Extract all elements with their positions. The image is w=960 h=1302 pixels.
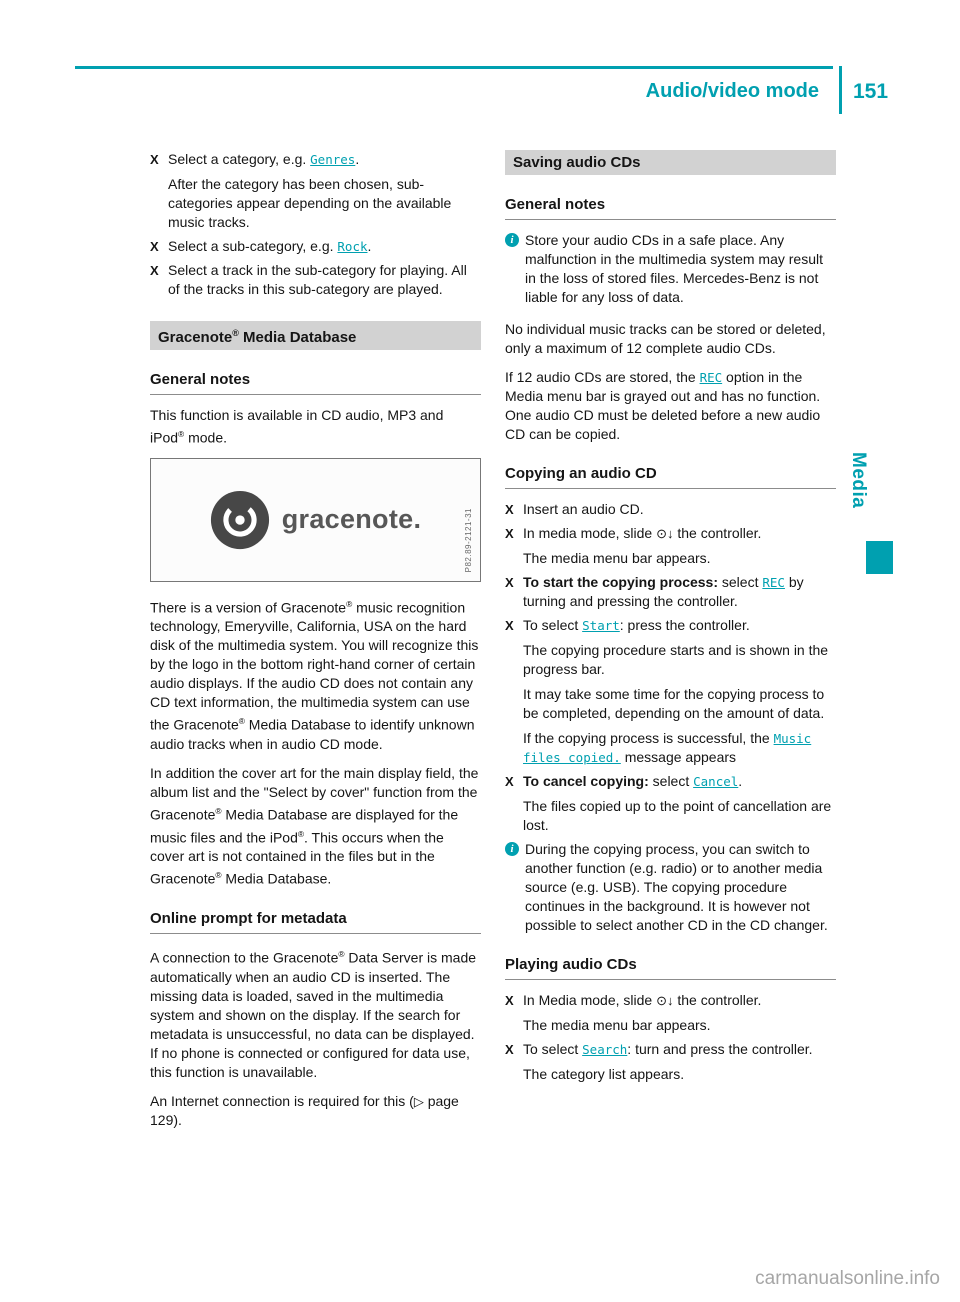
page-header-title: Audio/video mode — [645, 80, 819, 102]
instruction-text — [523, 1040, 836, 1059]
instruction-arrow-icon: X — [505, 502, 514, 517]
instruction-item — [505, 524, 836, 568]
text-segment: Media Database are displayed for the music files and the iPod — [150, 806, 459, 846]
right-column — [505, 150, 836, 1089]
text-segment: General notes — [505, 196, 606, 213]
instruction-text — [523, 500, 836, 519]
item-body — [523, 524, 836, 568]
paragraph — [150, 945, 481, 1082]
text-segment: ® — [338, 948, 345, 959]
text-segment: No individual music tracks can be stored or deleted, only a maximum of 12 complete audio CDs. — [505, 321, 826, 356]
text-segment: In media mode, slide — [523, 525, 657, 541]
item-body — [168, 237, 481, 256]
text-segment: Online prompt for metadata — [150, 909, 347, 927]
gracenote-logo-icon — [210, 490, 270, 550]
inline-symbol-icon: ⊙↓ — [656, 993, 674, 1008]
text-segment: A connection to the Gracenote — [150, 949, 339, 966]
text-segment: After the category has been chosen, sub-categories appear depending on the available music tracks. — [168, 176, 452, 230]
text-segment: The files copied up to the point of cancellation are lost. — [523, 798, 832, 833]
ui-term: Search — [582, 1042, 628, 1057]
section-heading — [505, 150, 836, 175]
text-segment: ® — [346, 598, 353, 609]
instruction-detail — [523, 685, 836, 723]
text-segment: ® — [178, 429, 185, 439]
text-segment: ® — [232, 328, 239, 338]
instruction-item — [150, 261, 481, 299]
item-body — [523, 500, 836, 519]
item-body — [523, 991, 836, 1035]
text-segment: An Internet connection is required for this ( — [150, 1092, 414, 1109]
instruction-arrow-icon: X — [150, 263, 159, 278]
instruction-item — [505, 500, 836, 519]
instruction-text — [168, 261, 481, 299]
instruction-arrow-icon: X — [505, 993, 514, 1008]
info-icon: i — [505, 842, 519, 856]
item-body — [525, 840, 836, 935]
instruction-item — [150, 150, 481, 232]
item-body — [523, 573, 836, 611]
instruction-detail — [523, 797, 836, 835]
ui-term: Cancel — [693, 774, 739, 789]
subsection-heading — [150, 370, 481, 395]
text-segment: Media Database to identify unknown audio tracks when in audio CD mode. — [150, 716, 475, 752]
text-segment: . — [355, 151, 360, 167]
text-segment: Copying an audio CD — [505, 465, 657, 482]
instruction-arrow-icon: X — [505, 526, 514, 541]
gracenote-logo-text: gracenote. — [281, 504, 422, 535]
instruction-arrow-icon: X — [505, 774, 514, 789]
instruction-text — [523, 524, 836, 543]
text-segment: If the copying process is successful, the — [523, 730, 774, 746]
text-segment: mode. — [184, 429, 228, 446]
text-segment: General notes — [150, 371, 251, 388]
text-segment: In addition the cover art for the main display field, the album list and the "Select by cover" function from the Gracenote — [150, 764, 479, 823]
text-segment: page 129). — [150, 1092, 459, 1128]
item-body — [168, 261, 481, 299]
info-note — [505, 840, 836, 935]
instruction-item — [505, 1040, 836, 1084]
info-icon: i — [505, 233, 519, 247]
instruction-arrow-icon: X — [150, 152, 159, 167]
paragraph — [505, 368, 836, 444]
ui-term: REC — [699, 370, 723, 385]
instruction-detail — [523, 729, 836, 767]
ui-term: Rock — [337, 239, 368, 254]
instruction-detail — [523, 1016, 836, 1035]
text-segment: To cancel copying: — [523, 773, 649, 789]
text-segment: The media menu bar appears. — [523, 1017, 711, 1033]
text-segment: To select — [523, 1041, 583, 1057]
section-heading — [150, 321, 481, 350]
ui-term: Music files copied. — [523, 731, 812, 765]
subsection-heading — [505, 195, 836, 220]
side-tab-label: Media — [848, 452, 869, 509]
instruction-detail — [168, 175, 481, 232]
instruction-item — [505, 991, 836, 1035]
ui-term: REC — [762, 575, 785, 590]
text-segment: The media menu bar appears. — [523, 550, 711, 566]
info-text — [525, 840, 836, 935]
left-column — [150, 150, 481, 1140]
text-segment: Data Server is made automatically when an audio CD is inserted. The missing data is loaded, saved in the multimedia system and shown on the display. If the search for metadata is unsuccessful, no data can be displayed. If no phone is connected or configured for data use, this function is unavailable. — [150, 949, 477, 1080]
header-divider — [839, 66, 842, 114]
instruction-item — [505, 772, 836, 835]
paragraph — [150, 764, 481, 889]
text-segment: ® — [297, 828, 305, 839]
item-body — [523, 1040, 836, 1084]
text-segment: Playing audio CDs — [505, 956, 637, 973]
text-segment: It may take some time for the copying process to be completed, depending on the amount of data. — [523, 686, 825, 721]
text-segment: message appears — [620, 749, 737, 765]
figure-caption: P82.89-2121-31 — [464, 508, 473, 573]
text-segment: ® — [238, 716, 245, 727]
text-segment: This function is available in CD audio, MP3 and iPod — [150, 407, 444, 446]
ui-term: Genres — [310, 152, 356, 167]
text-segment: Select a sub-category, e.g. — [168, 238, 338, 254]
text-segment: To start the copying process: — [523, 574, 718, 590]
text-segment: : turn and press the controller. — [627, 1041, 813, 1057]
text-segment: During the copying process, you can switch to another function (e.g. radio) or to another media source (e.g. USB). The copying procedure continues in the background. It is however not possible to select another CD in the CD changer. — [525, 841, 828, 933]
inline-symbol-icon: ▷ — [413, 1093, 424, 1109]
text-segment: To select — [523, 617, 583, 633]
text-segment: . This occurs when the cover art is not contained in the files but in the Gracenote — [150, 829, 444, 887]
text-segment: the controller. — [673, 992, 762, 1008]
text-segment: Media Database — [238, 329, 357, 346]
text-segment: Gracenote — [158, 329, 233, 346]
instruction-item — [505, 616, 836, 767]
instruction-detail — [523, 549, 836, 568]
inline-symbol-icon: ⊙↓ — [656, 526, 674, 541]
paragraph — [505, 320, 836, 358]
instruction-arrow-icon: X — [505, 618, 514, 633]
text-segment: option in the Media menu bar is grayed out and has no function. One audio CD must be deleted before a new audio CD can be copied. — [505, 369, 821, 442]
text-segment: Saving audio CDs — [513, 154, 641, 171]
instruction-arrow-icon: X — [150, 239, 159, 254]
text-segment: Media Database. — [221, 870, 332, 887]
text-segment: the controller. — [673, 525, 762, 541]
item-body — [525, 231, 836, 307]
subsection-heading — [505, 955, 836, 980]
item-body — [523, 772, 836, 835]
gracenote-figure — [150, 458, 481, 582]
item-body — [523, 616, 836, 767]
page-number: 151 — [853, 80, 889, 103]
instruction-item — [505, 573, 836, 611]
text-segment: In Media mode, slide — [523, 992, 657, 1008]
text-segment: by turning and pressing the controller. — [523, 574, 804, 609]
instruction-text — [523, 573, 836, 611]
side-tab-marker — [866, 541, 893, 574]
text-segment: ® — [215, 870, 222, 881]
paragraph — [150, 406, 481, 448]
info-note — [505, 231, 836, 307]
instruction-text — [168, 150, 481, 169]
text-segment: . — [367, 238, 372, 254]
instruction-item — [150, 237, 481, 256]
paragraph — [150, 1092, 481, 1130]
instruction-text — [523, 616, 836, 635]
instruction-arrow-icon: X — [505, 575, 514, 590]
text-segment: select — [718, 574, 763, 590]
text-segment: . — [738, 773, 743, 789]
ui-term: Start — [582, 618, 620, 633]
text-segment: The category list appears. — [523, 1066, 685, 1082]
text-segment: The copying procedure starts and is shown in the progress bar. — [523, 642, 829, 677]
text-segment: select — [648, 773, 694, 789]
subsection-heading — [505, 464, 836, 489]
instruction-text — [523, 772, 836, 791]
text-segment: Select a category, e.g. — [168, 151, 311, 167]
subsection-heading — [150, 909, 481, 934]
text-segment: ® — [215, 805, 222, 816]
text-segment: : press the controller. — [619, 617, 750, 633]
text-segment: There is a version of Gracenote — [150, 599, 347, 616]
paragraph — [150, 595, 481, 754]
text-segment: Insert an audio CD. — [523, 501, 644, 517]
text-segment: music recognition technology, Emeryville, California, USA on the hard disk of the multimedia system. You will recognize this by the logo in the bottom right-hand corner of certain audio displays. If the audio CD does not contain any CD text information, the multimedia system can use the Gracenote — [150, 599, 479, 733]
watermark: carmanualsonline.info — [755, 1268, 940, 1289]
instruction-detail — [523, 1065, 836, 1084]
instruction-detail — [523, 641, 836, 679]
text-segment: If 12 audio CDs are stored, the — [505, 369, 700, 385]
instruction-text — [168, 237, 481, 256]
info-text — [525, 231, 836, 307]
item-body — [168, 150, 481, 232]
header-rule — [75, 66, 833, 69]
text-segment: Select a track in the sub-category for playing. All of the tracks in this sub-category are played. — [168, 262, 467, 297]
instruction-text — [523, 991, 836, 1010]
instruction-arrow-icon: X — [505, 1042, 514, 1057]
text-segment: Store your audio CDs in a safe place. Any malfunction in the multimedia system may result in the loss of stored files. Mercedes-Benz is not liable for any loss of data. — [525, 232, 823, 305]
